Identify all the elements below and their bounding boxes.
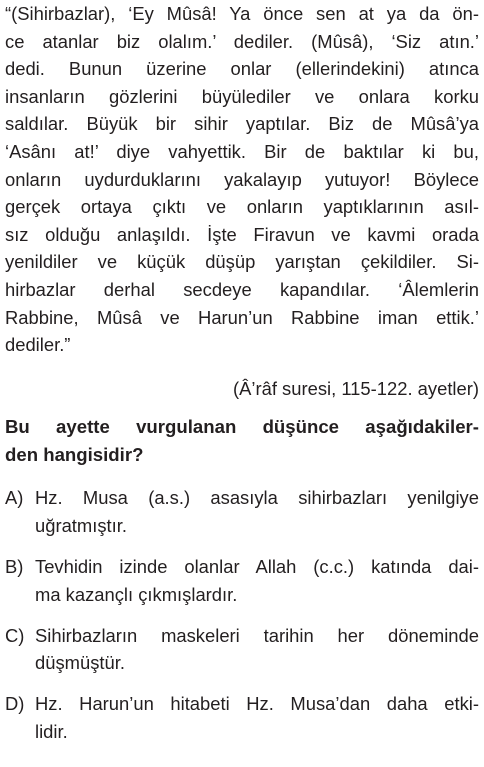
option-line: Tevhidin izinde olanlar Allah (c.c.) katında dai- [35, 555, 479, 577]
option-line: Hz. Musa (a.s.) asasıyla sihirbazları yenilgiye [35, 487, 479, 509]
passage-line: saldılar. Büyük bir sihir yaptılar. Biz de Mûsâ’ya [5, 113, 479, 135]
option-letter: C) [5, 624, 25, 646]
option-text [35, 484, 479, 540]
option-letter: D) [5, 693, 25, 715]
passage-line: sız olduğu anlaşıldı. İşte Firavun ve kavmi orada [5, 223, 479, 245]
option-line: Sihirbazların maskeleri tarihin her döneminde [35, 624, 479, 646]
option-line: düşmüştür. [35, 652, 125, 674]
option-letter: A) [5, 487, 24, 509]
option-c[interactable] [5, 622, 479, 678]
option-line: uğratmıştır. [35, 515, 127, 537]
passage-line: ce atanlar biz olalım.’ dediler. (Mûsâ), ‘Siz atın.’ [5, 30, 479, 52]
passage-line: yenildiler ve küçük düşüp yarıştan çekildiler. Si- [5, 251, 479, 273]
answer-options [5, 484, 479, 745]
option-line: ma kazançlı çıkmışlardır. [35, 583, 238, 605]
option-letter: B) [5, 555, 24, 577]
option-line: Hz. Harun’un hitabeti Hz. Musa’dan daha etki- [35, 693, 479, 715]
passage-line: hirbazlar derhal secdeye kapandılar. ‘Âlemlerin [5, 278, 479, 300]
passage-line: gerçek ortaya çıktı ve onların yaptıklarının asıl- [5, 196, 479, 218]
question-line: den hangisidir? [5, 443, 144, 465]
question-line: Bu ayette vurgulanan düşünce aşağıdakiler- [5, 415, 479, 437]
option-text [35, 622, 479, 678]
question-stem [5, 413, 479, 469]
passage-line: dedi. Bunun üzerine onlar (ellerindekini) atınca [5, 58, 479, 80]
passage-line: onların uydurduklarını yakalayıp yutuyor! Böylece [5, 168, 479, 190]
option-b[interactable] [5, 553, 479, 609]
verse-passage [5, 0, 479, 359]
passage-line: ‘Asânı at!’ diye vahyettik. Bir de baktılar ki bu, [5, 140, 479, 162]
passage-line: dediler.” [5, 334, 71, 356]
passage-line: “(Sihirbazlar), ‘Ey Mûsâ! Ya önce sen at ya da ön- [5, 3, 479, 24]
option-text [35, 690, 479, 746]
option-line: lidir. [35, 720, 68, 742]
passage-line: Rabbine, Mûsâ ve Harun’un Rabbine iman ettik.’ [5, 306, 479, 328]
verse-source: (Â’râf suresi, 115-122. ayetler) [233, 377, 479, 399]
option-a[interactable] [5, 484, 479, 540]
passage-line: insanların gözlerini büyülediler ve onlara korku [5, 85, 479, 107]
option-d[interactable] [5, 690, 479, 746]
option-text [35, 553, 479, 609]
